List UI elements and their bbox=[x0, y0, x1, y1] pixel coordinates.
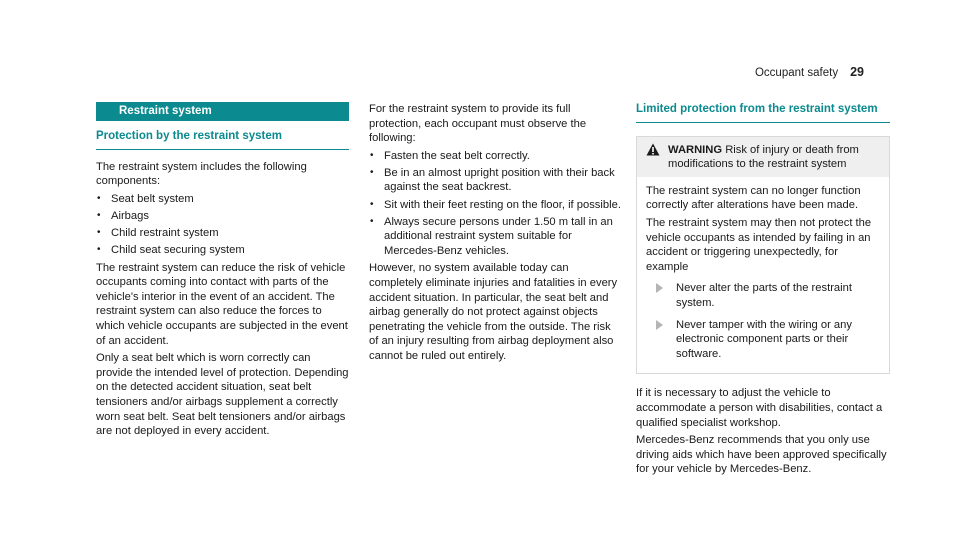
section-band: Restraint system bbox=[96, 102, 349, 121]
warning-text: The restraint system can no longer function correctly after alterations have been made. bbox=[646, 184, 861, 212]
body-paragraph: The restraint system can reduce the risk of vehicle occupants coming into contact with parts of the vehicle's interior in the event of an accident. The restraint system can also reduce the forces to which vehicle occupants are subjected in the event of an accident. bbox=[96, 261, 348, 347]
rules-list bbox=[369, 149, 621, 259]
list-item: • Child restraint system bbox=[97, 226, 219, 239]
bullet-icon: • bbox=[370, 166, 374, 178]
list-item: • Seat belt system bbox=[97, 192, 194, 205]
subsection-title: Limited protection from the restraint system bbox=[636, 102, 890, 123]
column-1 bbox=[96, 102, 349, 442]
list-item: • Fasten the seat belt correctly. bbox=[370, 149, 530, 162]
column-2 bbox=[369, 102, 621, 367]
bullet-icon: • bbox=[370, 215, 374, 227]
warning-text: The restraint system may then not protect the vehicle occupants as intended by failing in an accident or triggering unexpectedly, for example bbox=[646, 216, 872, 273]
step-item: Never tamper with the wiring or any electronic component parts or their software. bbox=[646, 318, 879, 362]
body-paragraph: Only a seat belt which is worn correctly can provide the intended level of protection. Depending on the detected accident situation, seat belt tensioners and/or airbags supplement a correctly worn seat belt. Seat belt tensioners and/or airbags are not deployed in every accident. bbox=[96, 352, 349, 438]
warning-box bbox=[636, 136, 890, 375]
step-arrow-icon bbox=[656, 320, 663, 330]
bullet-icon: • bbox=[370, 198, 374, 210]
bullet-icon: • bbox=[97, 209, 101, 221]
body-paragraph: If it is necessary to adjust the vehicle to accommodate a person with disabilities, contact a qualified specialist workshop. bbox=[636, 387, 883, 429]
intro-text: The restraint system includes the following components: bbox=[96, 160, 307, 188]
bullet-icon: • bbox=[97, 192, 101, 204]
step-arrow-icon bbox=[656, 283, 663, 293]
body-paragraph: However, no system available today can completely eliminate injuries and fatalities in every accident situation. In particular, the seat belt and airbag generally do not protect against objects penetrating the vehicle from the outside. The risk of an injury resulting from airbag deployment also cannot be ruled out entirely. bbox=[369, 262, 618, 362]
components-list bbox=[96, 192, 349, 258]
page-number: 29 bbox=[850, 65, 864, 79]
subsection-title: Protection by the restraint system bbox=[96, 129, 349, 150]
bullet-icon: • bbox=[97, 226, 101, 238]
bullet-icon: • bbox=[97, 244, 101, 256]
list-item: • Airbags bbox=[97, 209, 149, 222]
warning-label: WARNING bbox=[668, 143, 723, 156]
step-item: Never alter the parts of the restraint system. bbox=[646, 281, 879, 310]
column-3 bbox=[636, 102, 890, 480]
section-name: Occupant safety bbox=[754, 67, 839, 79]
warning-body bbox=[637, 177, 889, 374]
bullet-icon: • bbox=[370, 149, 374, 161]
list-item: • Always secure persons under 1.50 m tall in an additional restraint system suitable for Mercedes-Benz vehicles. bbox=[370, 215, 613, 257]
list-item: • Child seat securing system bbox=[97, 244, 245, 257]
running-header bbox=[755, 65, 864, 81]
warning-triangle-icon bbox=[646, 143, 660, 156]
warning-title: Risk of injury or death from modifications to the restraint system bbox=[668, 143, 859, 171]
body-paragraph: Mercedes-Benz recommends that you only use driving aids which have been approved specifically for your vehicle by Mercedes-Benz. bbox=[636, 434, 887, 476]
list-item: • Be in an almost upright position with their back against the seat backrest. bbox=[370, 166, 615, 194]
warning-header bbox=[637, 137, 889, 177]
intro-text: For the restraint system to provide its full protection, each occupant must observe the following: bbox=[369, 103, 587, 145]
list-item: • Sit with their feet resting on the floor, if possible. bbox=[370, 198, 621, 211]
